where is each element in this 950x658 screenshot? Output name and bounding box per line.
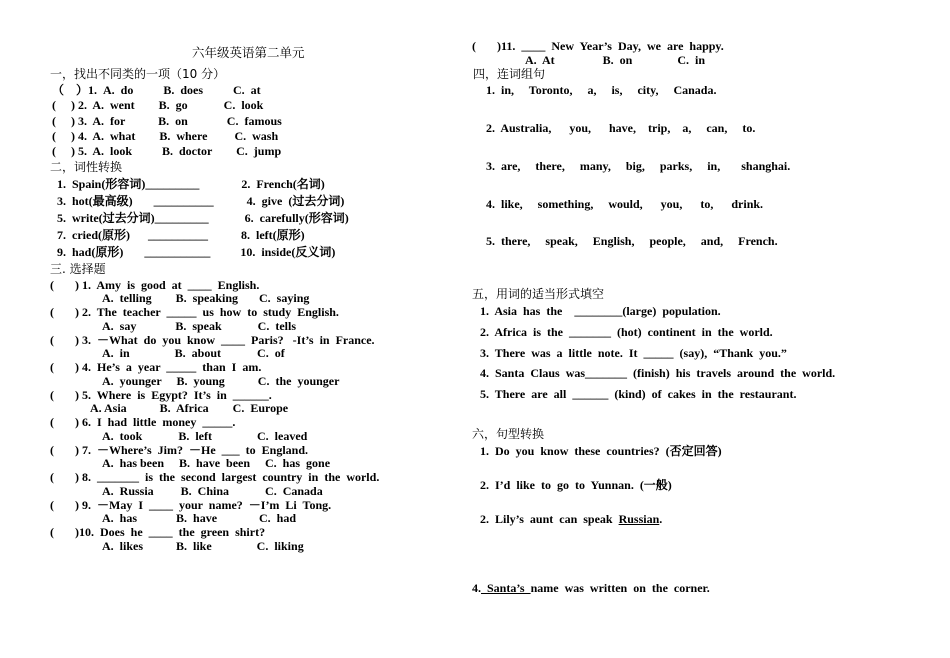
question-line: A. younger B. young C. the younger	[102, 374, 340, 388]
question-line: 2. Africa is the _______ (hot) continent in the world.	[480, 325, 773, 339]
question-line: ( ) 4. He’s a year _____ than I am.	[50, 360, 262, 374]
section-heading: 六，句型转换	[472, 427, 545, 441]
question-line: 4. Santa Claus was_______ (finish) his travels around the world.	[480, 366, 836, 380]
underlined-word: Santa’s	[481, 581, 531, 595]
line-text: 2. Lily’s aunt can speak	[480, 512, 619, 526]
question-line: A. took B. left C. leaved	[102, 429, 308, 443]
question-line: 3. are, there, many, big, parks, in, shanghai.	[486, 159, 791, 173]
question-line: ( ) 3. A. for B. on C. famous	[52, 114, 282, 128]
question-line: 5. there, speak, English, people, and, French.	[486, 234, 778, 248]
question-line: 7. cried(原形) __________ 8. left(原形)	[57, 228, 305, 242]
question-line: A. likes B. like C. liking	[102, 539, 304, 553]
question-line: ( ) 3. －What do you know ____ Paris? -It’s in France.	[50, 333, 375, 347]
question-line: 9. had(原形) ___________ 10. inside(反义词)	[57, 245, 336, 259]
line-text: 4.	[472, 581, 481, 595]
question-line: A. At B. on C. in	[525, 53, 706, 67]
question-line: ( ) 2. The teacher _____ us how to study English.	[50, 305, 339, 319]
line-text: name was written on the corner.	[530, 581, 710, 595]
question-line: 1. Asia has the ________(large) population.	[480, 304, 721, 318]
question-line: ( ) 7. －Where’s Jim? －He ___ to England.	[50, 443, 308, 457]
question-line: 2. I’d like to go to Yunnan. (一般)	[480, 478, 672, 492]
line-text: .	[659, 512, 663, 526]
question-line: A. Russia B. China C. Canada	[102, 484, 323, 498]
question-line	[480, 512, 662, 526]
question-line: 3. There was a little note. It _____ (say), “Thank you.”	[480, 346, 787, 360]
question-line: A. telling B. speaking C. saying	[102, 291, 310, 305]
question-line: ( ) 5. Where is Egypt? It’s in ______.	[50, 388, 272, 402]
section-heading: 二，词性转换	[50, 160, 123, 174]
question-line: ( ) 9. －May I ____ your name? －I’m Li Tong.	[50, 498, 332, 512]
question-line: ( ) 4. A. what B. where C. wash	[52, 129, 279, 143]
question-line: A. has B. have C. had	[102, 511, 297, 525]
section-heading: 四，连词组句	[473, 67, 546, 81]
question-line: （ ）1. A. do B. does C. at	[52, 83, 261, 97]
question-line: ( ) 8. _______ is the second largest country in the world.	[50, 470, 380, 484]
question-line: 5. There are all ______ (kind) of cakes in the restaurant.	[480, 387, 797, 401]
question-line: 3. hot(最高级) __________ 4. give (过去分词)	[57, 194, 345, 208]
section-heading: 三. 选择题	[50, 262, 106, 276]
underlined-word: Russian	[618, 512, 660, 526]
question-line: 1. in, Toronto, a, is, city, Canada.	[486, 83, 717, 97]
page-title: 六年级英语第二单元	[192, 45, 305, 60]
question-line: ( )10. Does he ____ the green shirt?	[50, 525, 266, 539]
question-line: A. has been B. have been C. has gone	[102, 456, 331, 470]
question-line: 1. Spain(形容词)_________ 2. French(名词)	[57, 177, 325, 191]
question-line: 5. write(过去分词)_________ 6. carefully(形容词)	[57, 211, 349, 225]
section-heading: 一，找出不同类的一项（10 分）	[50, 67, 226, 81]
question-line	[472, 581, 710, 595]
question-line: 1. Do you know these countries? (否定回答)	[480, 444, 722, 458]
question-line: 2. Australia, you, have, trip, a, can, to.	[486, 121, 756, 135]
question-line: A. in B. about C. of	[102, 346, 285, 360]
question-line: ( ) 2. A. went B. go C. look	[52, 98, 264, 112]
question-line: ( ) 5. A. look B. doctor C. jump	[52, 144, 282, 158]
question-line: ( )11. ____ New Year’s Day, we are happy.	[472, 39, 724, 53]
question-line: ( ) 1. Amy is good at ____ English.	[50, 278, 260, 292]
question-line: 4. like, something, would, you, to, drink.	[486, 197, 764, 211]
question-line: A. say B. speak C. tells	[102, 319, 297, 333]
question-line: ( ) 6. I had little money _____.	[50, 415, 236, 429]
question-line: A. Asia B. Africa C. Europe	[90, 401, 289, 415]
section-heading: 五，用词的适当形式填空	[472, 287, 605, 301]
